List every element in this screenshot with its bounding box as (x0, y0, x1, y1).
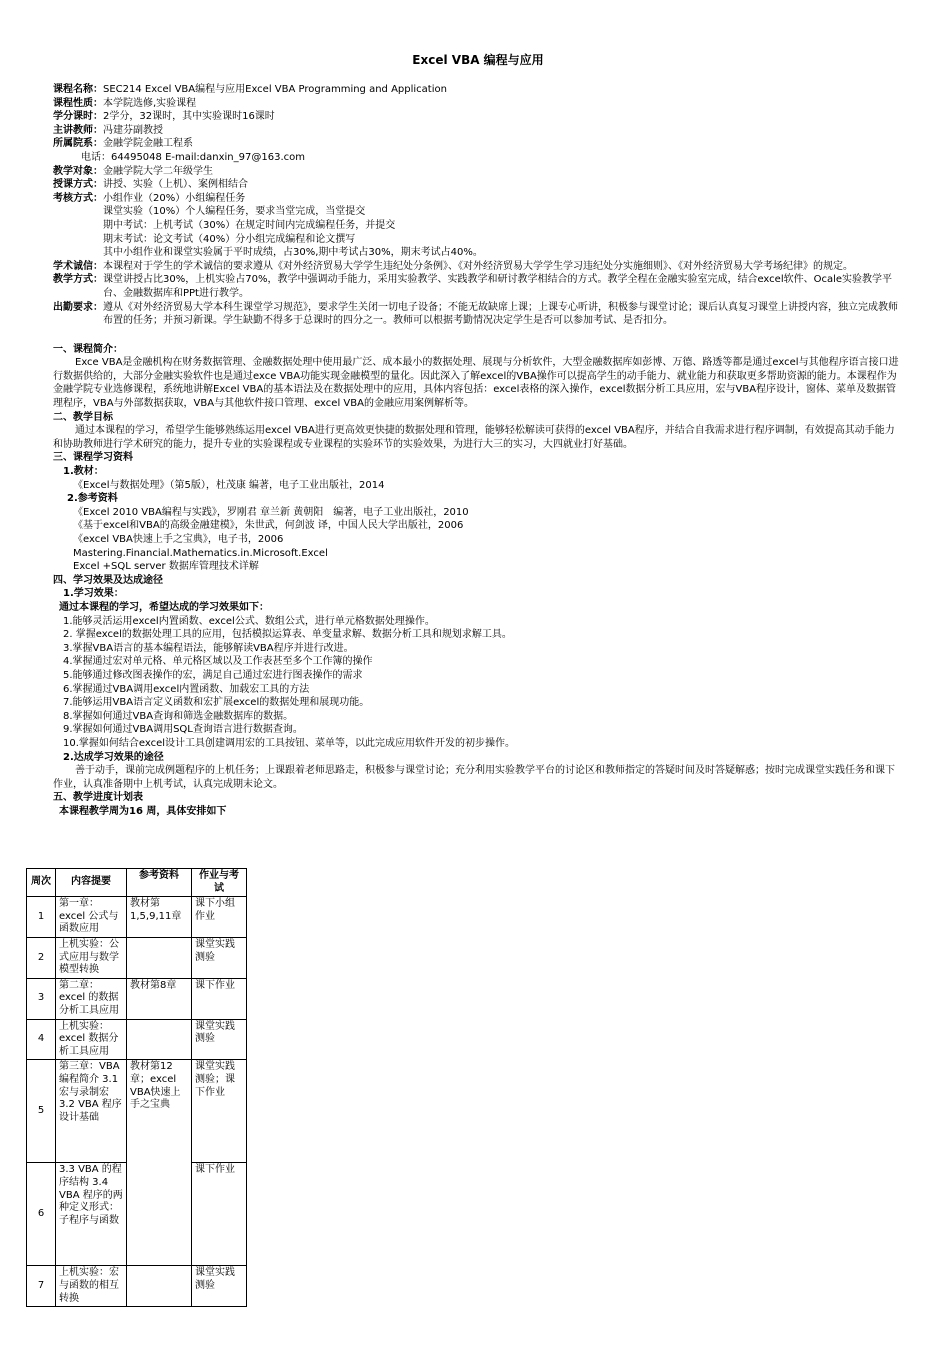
ref-item: 《Excel 2010 VBA编程与实践》，罗刚君 章兰新 黄朝阳 编著，电子工业出版社，2010 (73, 506, 469, 518)
effect-heading: 1.学习效果： (63, 588, 124, 600)
course-info (53, 83, 903, 328)
effect-item: 1.能够灵活运用excel内置函数、excel公式、数组公式，进行单元格数据处理操作。 (63, 615, 435, 627)
info-department: 所属院系： 金融学院金融工程系 (53, 138, 193, 150)
header-ref: 参考资料 (127, 869, 192, 897)
table-row: 5 第三章：VBA 编程简介 3.1 宏与录制宏 3.2 VBA 程序设计基础 教材第12章；excel VBA快速上手之宝典 课堂实践测验；课下作业 (27, 1060, 247, 1163)
section-3-heading: 三、课程学习资料 (53, 452, 133, 464)
effect-item: 2. 掌握excel的数据处理工具的应用，包括模拟运算表、单变量求解、数据分析工具和规划求解工具。 (63, 629, 512, 641)
effect-item: 8.掌握如何通过VBA查询和筛选金融数据库的数据。 (63, 710, 294, 722)
section-2-text: 通过本课程的学习，希望学生能够熟练运用excel VBA进行更高效更快捷的数据处理和管理，能够轻松解读可获得的excel VBA程序，并结合自我需求进行程序调制，有效提高其动手能力和协助教师进行学术研究的能力，提升专业的实验课程或专业课程的实验环节的实验效果，为进行大三的实习，大四就业打好基础。 (53, 425, 895, 450)
effect-item: 5.能够通过修改图表操作的宏，满足自己通过宏进行图表操作的需求 (63, 669, 363, 681)
table-header-row (27, 869, 247, 897)
effect-item: 3.掌握VBA语言的基本编程语法，能够解读VBA程序并进行改进。 (63, 642, 354, 654)
textbook-item: 《Excel与数据处理》（第5版），杜茂康 编著，电子工业出版社，2014 (73, 479, 385, 491)
page-title: Excel VBA 编程与应用 (412, 53, 544, 67)
section-1-text: Exce VBA是金融机构在财务数据管理、金融数据处理中使用最广泛、成本最小的数据处理、展现与分析软件，大型金融数据库如彭博、万德、路透等都是通过excel与其他程序语言接口进行数据供给的，大部分金融实验软件也是通过exce VBA功能实现金融模型的量化。因此深入了解excel的VBA操作可以提高学生的动手能力、就业能力和获取更多帮助资源的能力。本课程作为金融学院专业选修课程，系统地讲解Excel VBA的基本语法及在数据处理中的应用，具体内容包括：excel表格的深入操作，excel数据分析工具应用，宏与VBA程序设计，窗体、菜单及数据管理程序，VBA与外部数据获取，VBA与其他软件接口管理、excel VBA的金融应用案例解析等。 (53, 357, 899, 410)
effect-item: 7.能够运用VBA语言定义函数和宏扩展excel的数据处理和展现功能。 (63, 697, 370, 709)
info-integrity: 学术诚信： 本课程对于学生的学术诚信的要求遵从《对外经济贸易大学学生违纪处分条例》、《对外经济贸易大学学生学习违纪处分实施细则》、《对外经济贸易大学考场纪律》的规定。 (53, 260, 853, 272)
section-4-heading: 四、学习效果及达成途径 (53, 574, 163, 586)
header-hw: 作业与考试 (192, 869, 247, 897)
header-content: 内容提要 (56, 869, 127, 897)
table-row: 1 第一章：excel 公式与函数应用 教材第1,5,9,11章 课下小组作业 (27, 897, 247, 938)
ref-item: 《excel VBA快速上手之宝典》，电子书，2006 (73, 534, 284, 545)
schedule-table (26, 868, 247, 1307)
table-row: 7 上机实验：宏与函数的相互转换 课堂实践测验 (27, 1266, 247, 1307)
table-row: 6 3.3 VBA 的程序结构 3.4 VBA 程序的两种定义形式：子程序与函数 课下作业 (27, 1163, 247, 1266)
schedule-intro: 本课程教学周为16 周，具体安排如下 (59, 805, 227, 817)
textbook-heading: 1.教材： (63, 466, 104, 478)
info-credits: 学分课时： 2学分，32课时，其中实验课时16课时 (53, 111, 275, 123)
info-contact: 电话：64495048 E-mail:danxin_97@163.com (81, 151, 305, 163)
effect-item: 9.掌握如何通过VBA调用SQL查询语言进行数据查询。 (63, 724, 303, 736)
info-teacher: 主讲教师： 冯建芬副教授 (53, 124, 163, 136)
header-week: 周次 (27, 869, 56, 897)
section-5-heading: 五、教学进度计划表 (53, 792, 143, 804)
info-assessment: 考核方式： 小组作业（20%）小组编程任务 课堂实验（10%）个人编程任务，要求当堂完成，当堂提交 期中考试：上机考试（30%）在规定时间内完成编程任务，并提交 期末考试：论文考试（40%）分小组完成编程和论文撰写 其中小组作业和课堂实验属于平时成绩，占30%,期中考试占30%，期末考试占40%。 (53, 192, 483, 259)
path-text: 善于动手，课前完成例题程序的上机任务；上课跟着老师思路走，积极参与课堂讨论；充分利用实验教学平台的讨论区和教师指定的答疑时间及时答疑解惑；按时完成课堂实践任务和课下作业，认真准备期中上机考试，认真完成期末论文。 (53, 765, 895, 790)
info-audience: 教学对象： 金融学院大学二年级学生 (53, 165, 213, 177)
section-2-heading: 二、教学目标 (53, 411, 113, 423)
info-course-type: 课程性质： 本学院选修,实验课程 (53, 97, 197, 109)
ref-item: Mastering.Financial.Mathematics.in.Microsoft.Excel (73, 547, 328, 559)
info-course-name: 课程名称： SEC214 Excel VBA编程与应用Excel VBA Programming and Application (53, 84, 447, 95)
section-1-heading: 一、课程简介： (53, 343, 123, 355)
effect-item: 4.掌握通过宏对单元格、单元格区域以及工作表甚至多个工作簿的操作 (63, 656, 373, 668)
table-row: 3 第二章：excel 的数据分析工具应用 教材第8章 课下作业 (27, 978, 247, 1019)
effect-intro: 通过本课程的学习，希望达成的学习效果如下： (59, 601, 269, 613)
info-teaching-mode: 授课方式： 讲授、实验（上机）、案例相结合 (53, 179, 248, 191)
info-method: 教学方式： 课堂讲授占比30%，上机实验占70%，教学中强调动手能力，采用实验教学、实践教学和研讨教学相结合的方式。教学全程在金融实验室完成，结合excel软件、Ocale实验教学平台、金融数据库和PPt进行教学。 (53, 274, 893, 299)
syllabus-page (53, 52, 903, 818)
table-row: 4 上机实验：excel 数据分析工具应用 课堂实践测验 (27, 1019, 247, 1060)
path-heading: 2.达成学习效果的途径 (63, 751, 164, 763)
effect-item: 6.掌握通过VBA调用excel内置函数、加载宏工具的方法 (63, 683, 310, 695)
ref-item: Excel +SQL server 数据库管理技术详解 (73, 561, 259, 573)
table-row: 2 上机实验：公式应用与数学模型转换 课堂实践测验 (27, 937, 247, 978)
effect-item: 10.掌握如何结合excel设计工具创建调用宏的工具按钮、菜单等，以此完成应用软件开发的初步操作。 (63, 737, 516, 749)
ref-item: 《基于excel和VBA的高级金融建模》，朱世武，何剑波 译，中国人民大学出版社，2006 (73, 520, 464, 532)
refs-heading: 2.参考资料 (67, 493, 118, 505)
info-attendance: 出勤要求： 遵从《对外经济贸易大学本科生课堂学习规范》，要求学生关闭一切电子设备；不能无故缺席上课；上课专心听讲，积极参与课堂讨论；课后认真复习课堂上讲授内容，独立完成教师布置的任务；并预习新课。学生缺勤不得多于总课时的四分之一。教师可以根据考勤情况决定学生是否可以参加考试、是否扣分。 (53, 301, 898, 327)
